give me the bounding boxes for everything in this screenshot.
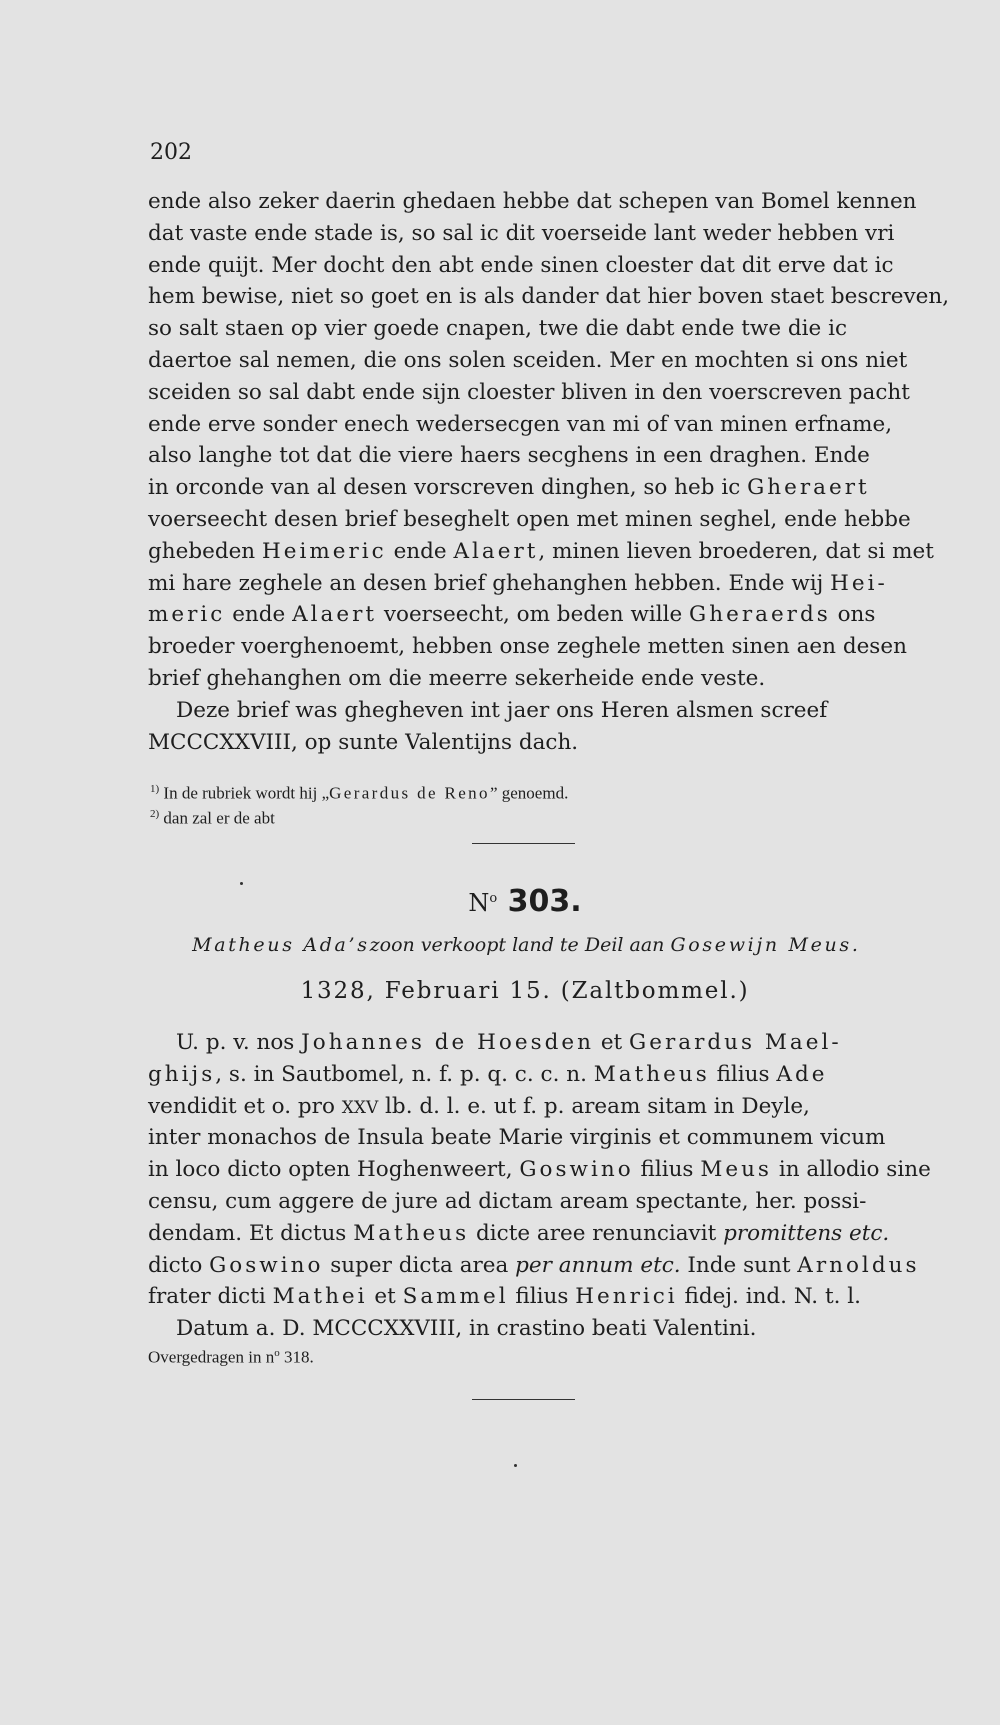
text-line: mi hare zeghele an desen brief ghehanghen hebben. Ende wij Hei- <box>148 570 888 596</box>
footnote-1: $^{1)}$ In de rubriek wordt hij „Gerardus de Reno” genoemd. <box>150 783 569 803</box>
text-line: frater dicti Mathei et Sammel filius Henrici fidej. ind. N. t. l. <box>148 1284 861 1310</box>
text-line: ghebeden Heimeric ende Alaert, minen lieven broederen, dat si met <box>148 538 934 564</box>
text-line: ende quijt. Mer docht den abt ende sinen cloester dat dit erve dat ic <box>148 252 894 278</box>
text-line: voerseecht desen brief beseghelt open met minen seghel, ende hebbe <box>148 506 911 532</box>
end-divider <box>472 1399 575 1400</box>
text-line: Datum a. D. MCCCXXVIII, in crastino beati Valentini. <box>176 1316 757 1342</box>
text-line: hem bewise, niet so goet en is als dander dat hier boven staet bescreven, <box>148 284 950 310</box>
text-line: ende erve sonder enech wedersecgen van mi of van minen erfname, <box>148 411 893 437</box>
text-line: U. p. v. nos Johannes de Hoesden et Gerardus Mael- <box>176 1030 842 1055</box>
text-line: in orconde van al desen vorscreven dinghen, so heb ic Gheraert <box>148 475 870 501</box>
text-line: brief ghehanghen om die meerre sekerheide ende veste. <box>148 665 766 691</box>
text-line: sceiden so sal dabt ende sijn cloester bliven in den voerscreven pacht <box>148 379 910 405</box>
document-date: 1328, Februari 15. (Zaltbommel.) <box>300 978 750 1004</box>
section-divider <box>472 843 575 844</box>
text-line: meric ende Alaert voerseecht, om beden wille Gheraerds ons <box>148 602 876 628</box>
text-line: dat vaste ende stade is, so sal ic dit voerseide lant weder hebben vri <box>148 220 895 246</box>
spaced-name: Heimeric <box>262 538 387 564</box>
document-rubric: Matheus Ada’szoon verkoopt land te Deil aan Gosewijn Meus. <box>192 934 858 956</box>
text-line: inter monachos de Insula beate Marie virginis et communem vicum <box>148 1125 886 1151</box>
charter-text <box>148 1027 931 1345</box>
transfer-note: Overgedragen in $n^o$ 318. <box>148 1347 314 1367</box>
text-line: MCCCXXVIII, op sunte Valentijns dach. <box>148 729 579 755</box>
text-line: daertoe sal nemen, die ons solen sceiden. Mer en mochten si ons niet <box>148 347 908 373</box>
text-line: dendam. Et dictus Matheus dicte aree renunciavit promittens etc. <box>148 1220 890 1246</box>
page-number: 202 <box>150 140 192 165</box>
text-line: so salt staen op vier goede cnapen, twe die dabt ende twe die ic <box>148 316 847 342</box>
text-line: broeder voerghenoemt, hebben onse zeghele metten sinen aen desen <box>148 634 907 660</box>
text-line: Deze brief was ghegheven int jaer ons Heren alsmen screef <box>176 697 828 723</box>
spaced-name: meric <box>148 602 226 628</box>
spaced-name: Alaert <box>292 602 378 628</box>
text-line: ghijs, s. in Sautbomel, n. f. p. q. c. c. n. Matheus filius Ade <box>148 1061 828 1087</box>
text-line: dicto Goswino super dicta area per annum etc. Inde sunt Arnoldus <box>148 1252 920 1278</box>
body-text <box>148 186 950 758</box>
document-number: $N^o$ 303. <box>468 884 582 919</box>
footnote-2: $^{2)}$ dan zal er de abt <box>150 808 275 828</box>
spaced-name: Hei- <box>830 570 888 596</box>
text-line: in loco dicto opten Hoghenweert, Goswino filius Meus in allodio sine <box>148 1157 931 1183</box>
text-line: censu, cum aggere de jure ad dictam aream spectante, her. possi- <box>148 1188 867 1214</box>
paper-speck <box>514 1464 517 1467</box>
text-line: vendidit et o. pro XXV lb. d. l. e. ut f. p. aream sitam in Deyle, <box>148 1093 810 1119</box>
text-line: also langhe tot dat die viere haers secghens in een draghen. Ende <box>148 443 870 469</box>
spaced-name: Gheraert <box>747 475 870 501</box>
spaced-name: Gheraerds <box>689 602 831 628</box>
text-line: ende also zeker daerin ghedaen hebbe dat schepen van Bomel kennen <box>148 189 917 214</box>
spaced-name: Alaert <box>453 538 539 564</box>
